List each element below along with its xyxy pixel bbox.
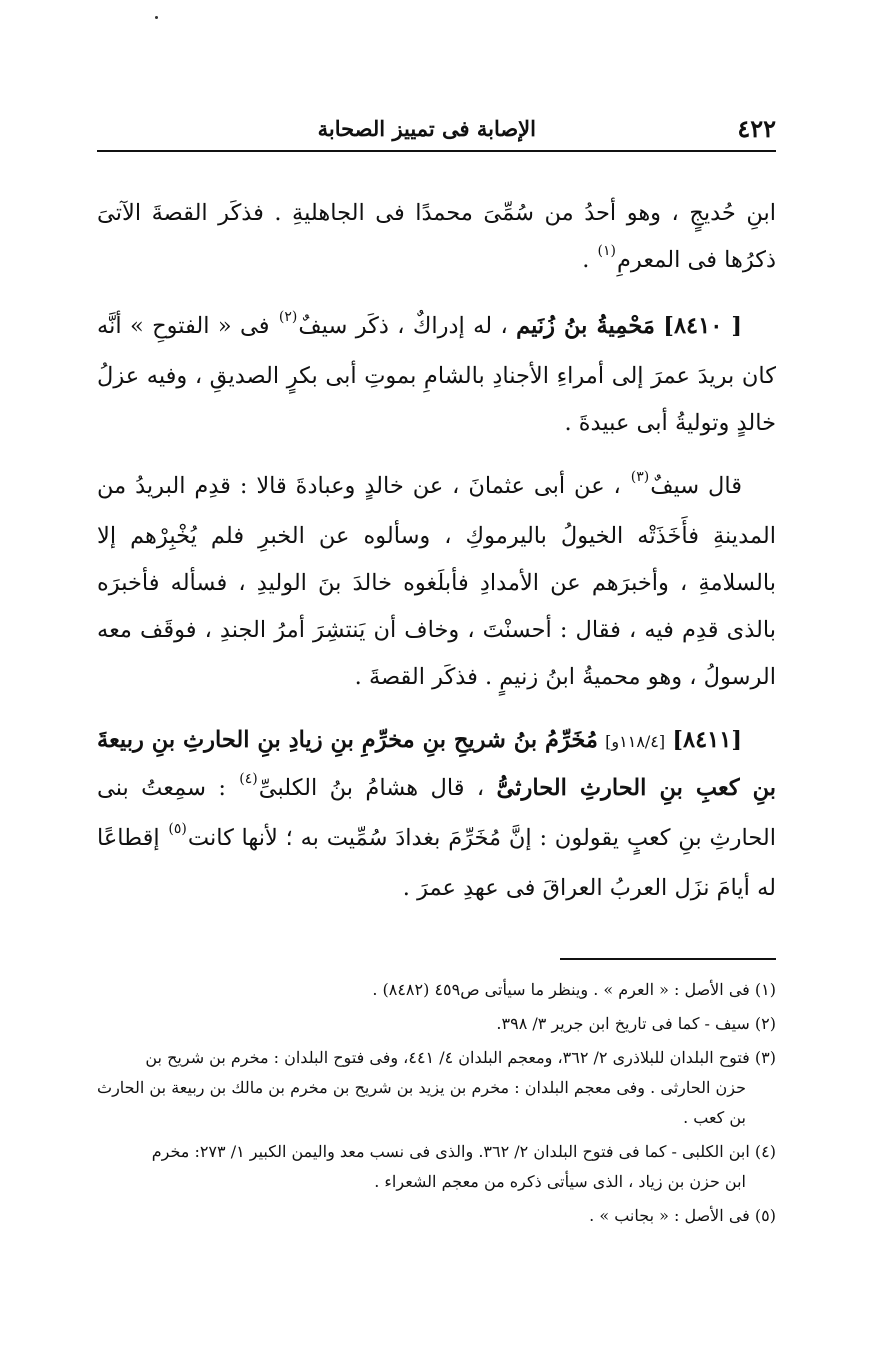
entry-8411-text-3: إقطاعًا له أيامَ نزَل العربُ العراقَ فى عهدِ عمرَ . — [97, 825, 776, 901]
footnotes — [97, 975, 776, 1235]
paragraph-3 — [97, 463, 776, 701]
footnote-text: فى الأصل : « العرم » . وينظر ما سيأتى ص٤٥٩ (٨٤٨٢) . — [372, 980, 750, 999]
entry-8410-text-2: فى « الفتوحِ » أنَّه كان بريدَ عمرَ إلى أمراءِ الأجنادِ بالشامِ بموتِ أبى بكرٍ الصديقِ ، وفيه عزلُ خالدٍ وتوليةُ أبى عبيدةَ . — [97, 313, 776, 436]
footnote-divider — [560, 958, 776, 960]
paragraph-3-text-1: قال سيفٌ — [650, 473, 742, 499]
footnote-4 — [97, 1137, 776, 1197]
footnote-ref-5: (٥) — [168, 821, 187, 837]
footnote-1 — [97, 975, 776, 1005]
volume-reference: [١١٨/٤و] — [605, 732, 666, 751]
entry-number-8410: [ ٨٤١٠] — [663, 313, 742, 339]
footnote-text: فى الأصل : « بجانب » . — [589, 1206, 750, 1225]
paragraph-1 — [97, 190, 776, 287]
footnote-number: (٥) — [754, 1206, 776, 1225]
footnote-number: (٤) — [754, 1142, 776, 1161]
entry-8411-text-2: : سمِعتُ بنى الحارثِ بنِ كعبٍ يقولون : إنَّ مُخَرِّمَ بغدادَ سُمِّيت به ؛ لأنها كانت — [97, 775, 776, 851]
footnote-continuation: ابن حزن بن زياد ، الذى سيأتى ذكره من معجم الشعراء . — [374, 1172, 746, 1191]
footnote-text: فتوح البلدان للبلاذرى ٢/ ٣٦٢، ومعجم البلدان ٤/ ٤٤١، وفى فتوح البلدان : مخرم بن شريح بن — [145, 1048, 750, 1067]
entry-8410-text-1: ، له إدراكٌ ، ذكَر سيفٌ — [298, 313, 517, 339]
footnote-number: (١) — [754, 980, 776, 999]
scan-speck — [155, 16, 158, 19]
main-text — [97, 190, 776, 928]
entry-8410 — [97, 303, 776, 447]
footnote-continuation: حزن الحارثى . وفى معجم البلدان : مخرم بن يزيد بن شريح بن مخرم بن مالك بن ربيعة بن الحارث بن كعب . — [97, 1078, 746, 1127]
entry-8411-text-1: ، قال هشامُ بنُ الكلبىِّ — [258, 775, 497, 801]
running-title: الإصابة فى تمييز الصحابة — [317, 116, 536, 141]
footnote-ref-2: (٢) — [278, 309, 298, 325]
entry-number-8411: [٨٤١١] — [672, 727, 742, 753]
page-number: ٤٢٢ — [737, 114, 776, 143]
footnote-3 — [97, 1043, 776, 1133]
paragraph-1-end: . — [582, 247, 597, 273]
paragraph-3-text-2: ، عن أبى عثمانَ ، عن خالدٍ وعبادةَ قالا : قدِم البريدُ من المدينةِ فأَخَذَتْه الخيولُ باليرموكِ ، وسألوه عن الخبرِ فلم يُخْبِرْهم إلا بالسلامةِ ، وأخبرَهم عن الأمدادِ فأبلَغوه خالدَ بنَ الوليدِ ، فسأله فأخبرَه بالذى قدِم فيه ، فقال : أحسنْتَ ، وخاف أن يَنتشِرَ أمرُ الجندِ ، فوقَف معه الرسولُ ، وهو محميةُ ابنُ زنيمٍ . فذكَر القصةَ . — [97, 473, 776, 690]
footnote-number: (٢) — [754, 1014, 776, 1033]
footnote-ref-1: (١) — [597, 243, 616, 259]
paragraph-1-text: ابنِ حُديجٍ ، وهو أحدُ من سُمِّىَ محمدًا فى الجاهليةِ . فذكَر القصةَ الآتىَ ذكرُها فى المعرمِ — [97, 200, 776, 273]
footnote-ref-3: (٣) — [630, 469, 650, 485]
entry-8411 — [97, 717, 776, 912]
page-header — [97, 110, 776, 152]
entry-name-8411: مُخَرِّمُ بنُ شريحِ بنِ مخرِّمِ بنِ زيادِ بنِ الحارثِ بنِ ربيعةَ بنِ كعبِ بنِ الحارثِ الحارثىُّ — [97, 727, 776, 801]
footnote-2 — [97, 1009, 776, 1039]
footnote-text: ابن الكلبى - كما فى فتوح البلدان ٢/ ٣٦٢. والذى فى نسب معد واليمن الكبير ١/ ٢٧٣: مخرم — [151, 1142, 750, 1161]
entry-name-8410: مَحْمِيةُ بنُ زُنَيم — [516, 313, 655, 339]
footnote-number: (٣) — [754, 1048, 776, 1067]
footnote-ref-4: (٤) — [239, 771, 258, 787]
footnote-5 — [97, 1201, 776, 1231]
footnote-text: سيف - كما فى تاريخ ابن جرير ٣/ ٣٩٨. — [496, 1014, 750, 1033]
